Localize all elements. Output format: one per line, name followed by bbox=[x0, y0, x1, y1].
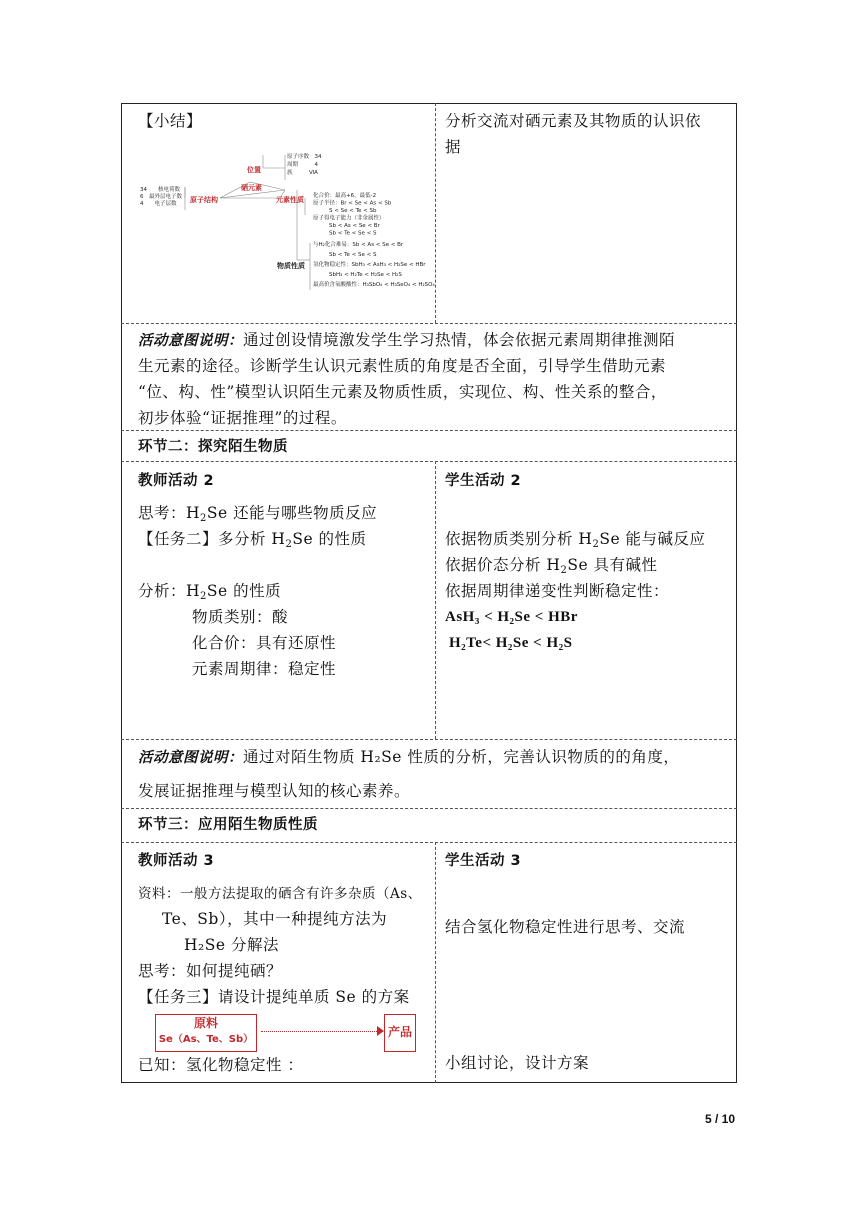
intent2-line1-row bbox=[138, 744, 679, 771]
mm-element-props: 元素性质 bbox=[276, 196, 304, 204]
column-divider bbox=[435, 103, 436, 323]
student2-eq2: H₂Te< H₂Se < H₂S bbox=[449, 635, 573, 651]
student2-line2: 依据价态分析 $H_2Se$ 具有碱性 bbox=[445, 556, 658, 576]
teacher3-data-line3: H₂Se 分解法 bbox=[184, 936, 279, 954]
raw-material-sub: Se（As、Te、Sb） bbox=[158, 1034, 254, 1045]
mm-element-item: 原子半径：Br < Se < As < Sb bbox=[313, 200, 392, 207]
page-number: 5 / 10 bbox=[704, 1112, 735, 1126]
mm-element-item: Sb < Te < Se < S bbox=[329, 230, 377, 237]
purification-flow bbox=[155, 1014, 425, 1056]
teacher3-data-line2: Te、Sb），其中一种提纯方法为 bbox=[162, 910, 388, 928]
mm-center: 硒元素 bbox=[241, 184, 262, 192]
teacher2-item-1: 物质类别：酸 bbox=[192, 608, 289, 626]
mm-position-item: 族 ⅥA bbox=[287, 170, 318, 176]
product-box: 产品 bbox=[384, 1014, 416, 1052]
summary-right-line1: 分析交流对硒元素及其物质的认识依 bbox=[445, 112, 702, 130]
teacher2-analysis-post: Se 的性质 bbox=[206, 582, 282, 600]
intent1-line2: 生元素的途径。诊断学生认识元素性质的角度是否全面，引导学生借助元素 bbox=[138, 357, 667, 375]
mm-substance-item: SbH₃ < H₂Te < H₂Se < H₂S bbox=[329, 272, 402, 278]
teacher2-task-post: Se 的性质 bbox=[292, 530, 367, 548]
teacher2-think-pre: 思考：H bbox=[138, 504, 201, 522]
teacher3-data-line1: 资料：一般方法提取的硒含有许多杂质（As、 bbox=[138, 886, 422, 902]
mm-position-item: 周期 4 bbox=[287, 162, 318, 168]
teacher2-task: 【任务二】多分析 $H_2Se$ 的性质 bbox=[138, 530, 367, 550]
selenium-mindmap bbox=[135, 150, 435, 310]
mm-atomic-structure: 原子结构 bbox=[190, 196, 218, 204]
mm-element-item: 化合价：最高+6，最低-2 bbox=[313, 193, 377, 199]
teacher2-item-3: 元素周期律：稳定性 bbox=[192, 660, 337, 678]
teacher2-item-2: 化合价：具有还原性 bbox=[192, 634, 337, 652]
intent1-text1: 通过创设情境激发学生学习热情，体会依据元素周期律推测陌 bbox=[243, 331, 676, 349]
student2-line1-post: Se 能与碱反应 bbox=[599, 530, 706, 548]
student3-line2: 小组讨论，设计方案 bbox=[445, 1054, 590, 1072]
student3-title: 学生活动 3 bbox=[445, 853, 522, 869]
intent2-label: 活动意图说明： bbox=[138, 750, 243, 766]
summary-right-line2: 据 bbox=[445, 138, 462, 156]
mm-substance-item: Sb < Te < Se < S bbox=[329, 252, 377, 258]
mm-atom-item: 6 最外层电子数 bbox=[140, 194, 182, 200]
student2-line2-pre: 依据价态分析 H bbox=[445, 556, 561, 574]
mm-atom-item: 34 核电荷数 bbox=[140, 187, 180, 193]
intent1-label: 活动意图说明： bbox=[138, 333, 243, 349]
student2-eq1: AsH₃ < H₂Se < HBr bbox=[445, 609, 578, 625]
section2-title: 环节二：探究陌生物质 bbox=[138, 439, 288, 455]
student3-line1: 结合氢化物稳定性进行思考、交流 bbox=[445, 918, 686, 936]
mm-position-item: 原子序数 34 bbox=[287, 154, 322, 160]
section3-title: 环节三：应用陌生物质性质 bbox=[138, 817, 318, 833]
intent1-line1 bbox=[138, 327, 675, 354]
mm-substance-props: 物质性质 bbox=[277, 262, 305, 270]
row-divider bbox=[121, 808, 737, 809]
mm-substance-item: 氢化物稳定性：SbH₃ < AsH₃ < H₂Se < HBr bbox=[313, 262, 426, 268]
raw-material-title: 原料 bbox=[193, 1016, 218, 1030]
teacher3-task: 【任务三】请设计提纯单质 Se 的方案 bbox=[138, 988, 410, 1006]
teacher2-think-post: Se 还能与哪些物质反应 bbox=[206, 504, 378, 522]
intent1-line4: 初步体验“证据推理”的过程。 bbox=[138, 409, 347, 427]
teacher2-analysis: 分析：$H_2Se$ 的性质 bbox=[138, 582, 282, 602]
student2-line1-pre: 依据物质类别分析 H bbox=[445, 530, 593, 548]
student2-title: 学生活动 2 bbox=[445, 473, 522, 489]
student2-line3: 依据周期律递变性判断稳定性： bbox=[445, 582, 670, 600]
row-divider bbox=[121, 461, 737, 462]
teacher2-analysis-pre: 分析：H bbox=[138, 582, 201, 600]
mm-substance-item: 与H₂化合难易：Sb < As < Se < Br bbox=[313, 242, 404, 248]
intent2-line2: 发展证据推理与模型认知的核心素养。 bbox=[138, 782, 411, 800]
student2-line2-post: Se 具有碱性 bbox=[567, 556, 658, 574]
summary-label: 【小结】 bbox=[138, 112, 203, 130]
teacher2-task-pre: 【任务二】多分析 H bbox=[138, 530, 286, 548]
row-divider bbox=[121, 323, 737, 324]
mm-element-item: S < Se < Te < Sb bbox=[329, 208, 377, 214]
flow-arrow-line bbox=[261, 1031, 379, 1032]
intent2-text1: 通过对陌生物质 H₂Se 性质的分析，完善认识物质的的角度， bbox=[243, 748, 680, 766]
arrow-head-icon bbox=[377, 1026, 384, 1036]
teacher2-title: 教师活动 2 bbox=[138, 473, 215, 489]
raw-material-box bbox=[155, 1014, 257, 1052]
mm-element-item: Sb < As < Se < Br bbox=[329, 223, 380, 229]
mm-substance-item: 最高价含氧酸酸性：H₃SbO₄ < H₃SeO₄ < H₂SO₄ bbox=[313, 282, 435, 288]
intent1-line3: “位、构、性”模型认识陌生元素及物质性质，实现位、构、性关系的整合， bbox=[138, 383, 667, 401]
mm-atom-item: 4 电子层数 bbox=[140, 201, 177, 207]
mm-element-item: 原子得电子能力（非金属性） bbox=[313, 215, 385, 222]
student2-line1: 依据物质类别分析 $H_2Se$ 能与碱反应 bbox=[445, 530, 706, 550]
teacher3-title: 教师活动 3 bbox=[138, 853, 215, 869]
row-divider bbox=[121, 739, 737, 740]
teacher3-known: 已知：氢化物稳定性 ： bbox=[138, 1056, 304, 1074]
column-divider bbox=[435, 461, 436, 739]
table-top-border bbox=[121, 103, 737, 104]
teacher2-think: 思考：$H_2Se$ 还能与哪些物质反应 bbox=[138, 504, 378, 524]
column-divider bbox=[435, 842, 436, 1083]
row-divider bbox=[121, 842, 737, 843]
teacher3-think: 思考：如何提纯硒？ bbox=[138, 962, 283, 980]
mm-position: 位置 bbox=[247, 166, 261, 174]
